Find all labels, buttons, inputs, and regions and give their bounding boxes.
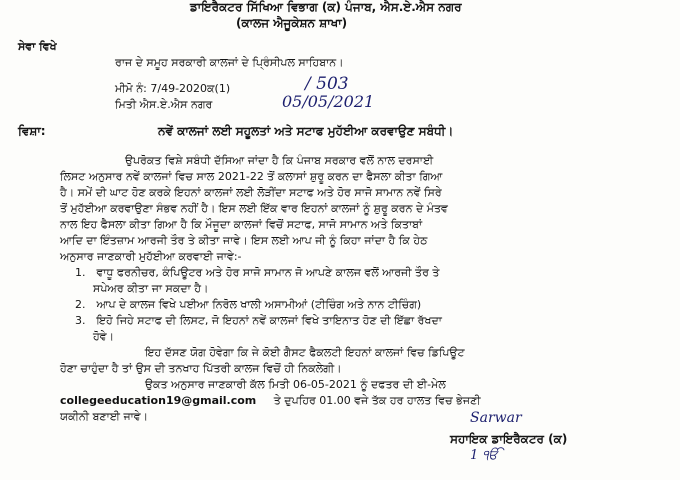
para1-line: ਤੋਂ ਮੁਹੱਈਆ ਕਰਵਾਉਣਾ ਸੰਭਵ ਨਹੀਂ ਹੈ। ਇਸ ਲਈ ਇੱਕ ਵਾਰ ਇਹਨਾਂ ਕਾਲਜਾਂ ਨੂੰ ਸ਼ੁਰੂ ਕਰਨ ਦੇ ਮੰਤਵ: [60, 202, 448, 215]
para1-line: ਉਪਰੋਕਤ ਵਿਸ਼ੇ ਸਬੰਧੀ ਦੱਸਿਆ ਜਾਂਦਾ ਹੈ ਕਿ ਪੰਜਾਬ ਸਰਕਾਰ ਵਲੋਂ ਨਾਲ ਦਰਸਾਈ: [125, 154, 434, 167]
para2-line: ਹੋਣਾ ਚਾਹੁੰਦਾ ਹੈ ਤਾਂ ਉਸ ਦੀ ਤਨਖਾਹ ਪਿੱਤਰੀ ਕਾਲਜ ਵਿਚੋਂ ਹੀ ਨਿਕਲੇਗੀ।: [60, 362, 342, 375]
addressee-to: ਰਾਜ ਦੇ ਸਮੂਹ ਸਰਕਾਰੀ ਕਾਲਜਾਂ ਦੇ ਪ੍ਰਿੰਸੀਪਲ ਸਾਹਿਬਾਨ।: [115, 56, 344, 69]
para1-line: ਆਦਿ ਦਾ ਇੰਤਜ਼ਾਮ ਆਰਜੀ ਤੌਰ ਤੇ ਕੀਤਾ ਜਾਵੇ। ਇਸ ਲਈ ਆਪ ਜੀ ਨੂੰ ਕਿਹਾ ਜਾਂਦਾ ਹੈ ਕਿ ਹੇਠ: [60, 234, 428, 247]
list-item-text: ਵਾਧੂ ਫਰਨੀਚਰ, ਕੰਪਿਊਟਰ ਅਤੇ ਹੋਰ ਸਾਜੋ ਸਾਮਾਨ ਜੋ ਆਪਣੇ ਕਾਲਜ ਵਲੋਂ ਆਰਜੀ ਤੌਰ ਤੇ: [96, 266, 440, 279]
list-item-continued: ਸਪੇਅਰ ਕੀਤਾ ਜਾ ਸਕਦਾ ਹੈ।: [93, 282, 209, 295]
office-email-link[interactable]: collegeeducation19@gmail.com: [60, 394, 257, 407]
para2-line: ਇਹ ਦੱਸਣ ਯੋਗ ਹੋਵੇਗਾ ਕਿ ਜੇ ਕੋਈ ਗੈਸਟ ਫੈਕਲਟੀ ਇਹਨਾਂ ਕਾਲਜਾਂ ਵਿਚ ਡਿਪਿਊਟ: [145, 346, 465, 359]
para1-line: ਲਿਸਟ ਅਨੁਸਾਰ ਨਵੇਂ ਕਾਲਜਾਂ ਵਿਚ ਸਾਲ 2021-22 ਤੋਂ ਕਲਾਸਾਂ ਸ਼ੁਰੂ ਕਰਨ ਦਾ ਫੈਸਲਾ ਕੀਤਾ ਗਿਆ: [60, 170, 443, 183]
list-item-number: 2.: [75, 298, 86, 311]
memo-date-label: ਮਿਤੀ ਐਸ.ਏ.ਐਸ ਨਗਰ: [115, 98, 213, 111]
memo-handwritten-number: / 503: [305, 74, 349, 94]
list-item-text: ਇਹੋ ਜਿਹੇ ਸਟਾਫ ਦੀ ਲਿਸਟ, ਜੋ ਇਹਨਾਂ ਨਵੇਂ ਕਾਲਜਾਂ ਵਿਖੇ ਤਾਇਨਾਤ ਹੋਣ ਦੀ ਇੱਛਾ ਰੱਖਦਾ: [96, 314, 442, 327]
list-item: [75, 314, 442, 328]
header-branch: (ਕਾਲਜ ਐਜੂਕੇਸ਼ਨ ਸ਼ਾਖਾ): [236, 16, 348, 30]
subject-label: ਵਿਸ਼ਾ:: [18, 124, 46, 138]
list-item: [75, 266, 439, 280]
para1-line: ਹੈ। ਸਮੇਂ ਦੀ ਘਾਟ ਹੋਣ ਕਰਕੇ ਇਹਨਾਂ ਕਾਲਜਾਂ ਲਈ ਲੋੜੀਂਦਾ ਸਟਾਫ ਅਤੇ ਹੋਰ ਸਾਜੋ ਸਾਮਾਨ ਨਵੇਂ ਸਿਰੇ: [60, 186, 442, 199]
signature-scribble: Sarwar: [470, 410, 522, 426]
header-department: ਡਾਇਰੈਕਟਰ ਸਿੱਖਿਆ ਵਿਭਾਗ (ਕ) ਪੰਜਾਬ, ਐਸ.ਏ.ਐਸ ਨਗਰ: [190, 0, 462, 14]
addressee-label: ਸੇਵਾ ਵਿਖੇ: [18, 40, 57, 53]
list-item-number: 3.: [75, 314, 86, 327]
list-item-text: ਆਪ ਦੇ ਕਾਲਜ ਵਿਖੇ ਪਈਆ ਨਿਰੋਲ ਖਾਲੀ ਅਸਾਮੀਆਂ (ਟੀਚਿੰਗ ਅਤੇ ਨਾਨ ਟੀਚਿੰਗ): [96, 298, 422, 311]
para3-line: ਉਕਤ ਅਨੁਸਾਰ ਜਾਣਕਾਰੀ ਕੱਲ ਮਿਤੀ 06-05-2021 ਨੂੰ ਦਫਤਰ ਦੀ ਈ-ਮੇਲ: [145, 378, 446, 391]
memo-number: ਮੀਮੋ ਨੰ: 7/49-2020ਕ(1): [115, 82, 231, 95]
list-item: [75, 298, 421, 312]
para1-line: ਅਨੁਸਾਰ ਜਾਣਕਾਰੀ ਮੁਹੱਈਆ ਕਰਵਾਈ ਜਾਵੇ:-: [60, 250, 242, 263]
subject-text: ਨਵੇਂ ਕਾਲਜਾਂ ਲਈ ਸਹੂਲਤਾਂ ਅਤੇ ਸਟਾਫ ਮੁਹੱਈਆ ਕਰਵਾਉਣ ਸਬੰਧੀ।: [158, 124, 454, 138]
para3-line-rest: ਤੇ ਦੁਪਹਿਰ 01.00 ਵਜੇ ਤੱਕ ਹਰ ਹਾਲਤ ਵਿਚ ਭੇਜਣੀ: [273, 394, 481, 407]
list-item-number: 1.: [75, 266, 86, 279]
para1-line: ਨਾਲ ਇਹ ਫੈਸਲਾ ਕੀਤਾ ਗਿਆ ਹੈ ਕਿ ਮੌਜੂਦਾ ਕਾਲਜਾਂ ਵਿਚੋਂ ਸਟਾਫ, ਸਾਜੋ ਸਾਮਾਨ ਅਤੇ ਕਿਤਾਬਾਂ: [60, 218, 423, 231]
signature-title: ਸਹਾਇਕ ਡਾਇਰੈਕਟਰ (ਕ): [450, 432, 568, 446]
para3-line-with-email: [60, 394, 481, 408]
signature-mark: 1 ੴ: [470, 448, 499, 463]
list-item-continued: ਹੋਵੇ।: [93, 330, 115, 343]
para3-line: ਯਕੀਨੀ ਬਣਾਈ ਜਾਵੇ।: [60, 410, 149, 423]
memo-handwritten-date: 05/05/2021: [282, 92, 375, 111]
